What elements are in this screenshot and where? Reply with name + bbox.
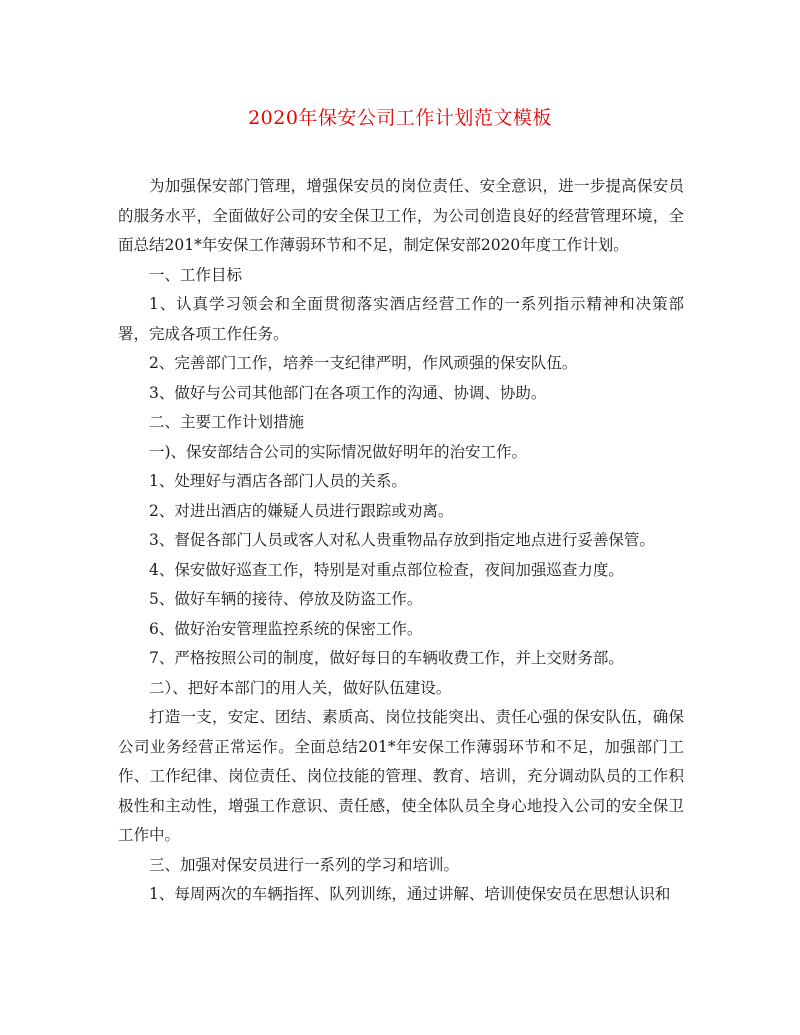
goal-item-3: 3、做好与公司其他部门在各项工作的沟通、协调、协助。 [149, 383, 547, 402]
paragraph-intro: 为加强保安部门管理，增强保安员的岗位责任、安全意识，进一步提高保安员的服务水平，全面做好公司的安全保卫工作，为公司创造良好的经营管理环境，全面总结201*年安保工作薄弱环节和不足，制定保安部2020年度工作计划。 [118, 177, 684, 254]
paragraph-team-building: 打造一支，安定、团结、素质高、岗位技能突出、责任心强的保安队伍，确保公司业务经营正常运作。全面总结201*年安保工作薄弱环节和不足，加强部门工作、工作纪律、岗位责任、岗位技能的管理、教育、培训，充分调动队员的工作积极性和主动性，增强工作意识、责任感，使全体队员全身心地投入公司的安全保卫工作中。 [118, 708, 684, 844]
goal-item-1: 1、认真学习领会和全面贯彻落实酒店经营工作的一系列指示精神和决策部署，完成各项工作任务。 [118, 295, 684, 343]
heading-main-measures: 二、主要工作计划措施 [149, 413, 305, 431]
heading-work-goals: 一、工作目标 [149, 265, 243, 284]
measure-item-4: 4、保安做好巡查工作，特别是对重点部位检查，夜间加强巡查力度。 [149, 560, 624, 579]
measure-item-7: 7、严格按照公司的制度，做好每日的车辆收费工作，并上交财务部。 [149, 649, 624, 667]
subheading-security-work: 一)、保安部结合公司的实际情况做好明年的治安工作。 [149, 442, 528, 461]
measure-item-3: 3、督促各部门人员或客人对私人贵重物品存放到指定地点进行妥善保管。 [149, 531, 655, 549]
document-title: 2020年保安公司工作计划范文模板 [248, 107, 552, 129]
measure-item-2: 2、对进出酒店的嫌疑人员进行跟踪或劝离。 [149, 501, 454, 520]
goal-item-2: 2、完善部门工作，培养一支纪律严明，作风顽强的保安队伍。 [149, 354, 578, 372]
measure-item-6: 6、做好治安管理监控系统的保密工作。 [149, 619, 423, 638]
heading-training: 三、加强对保安员进行一系列的学习和培训。 [149, 855, 460, 874]
document-body [118, 172, 684, 910]
training-item-1: 1、每周两次的车辆指挥、队列训练，通过讲解、培训使保安员在思想认识和 [149, 885, 671, 903]
subheading-team-building: 二）、把好本部门的用人关，做好队伍建设。 [149, 678, 452, 697]
measure-item-5: 5、做好车辆的接待、停放及防盗工作。 [149, 590, 423, 608]
measure-item-1: 1、处理好与酒店各部门人员的关系。 [149, 472, 407, 490]
